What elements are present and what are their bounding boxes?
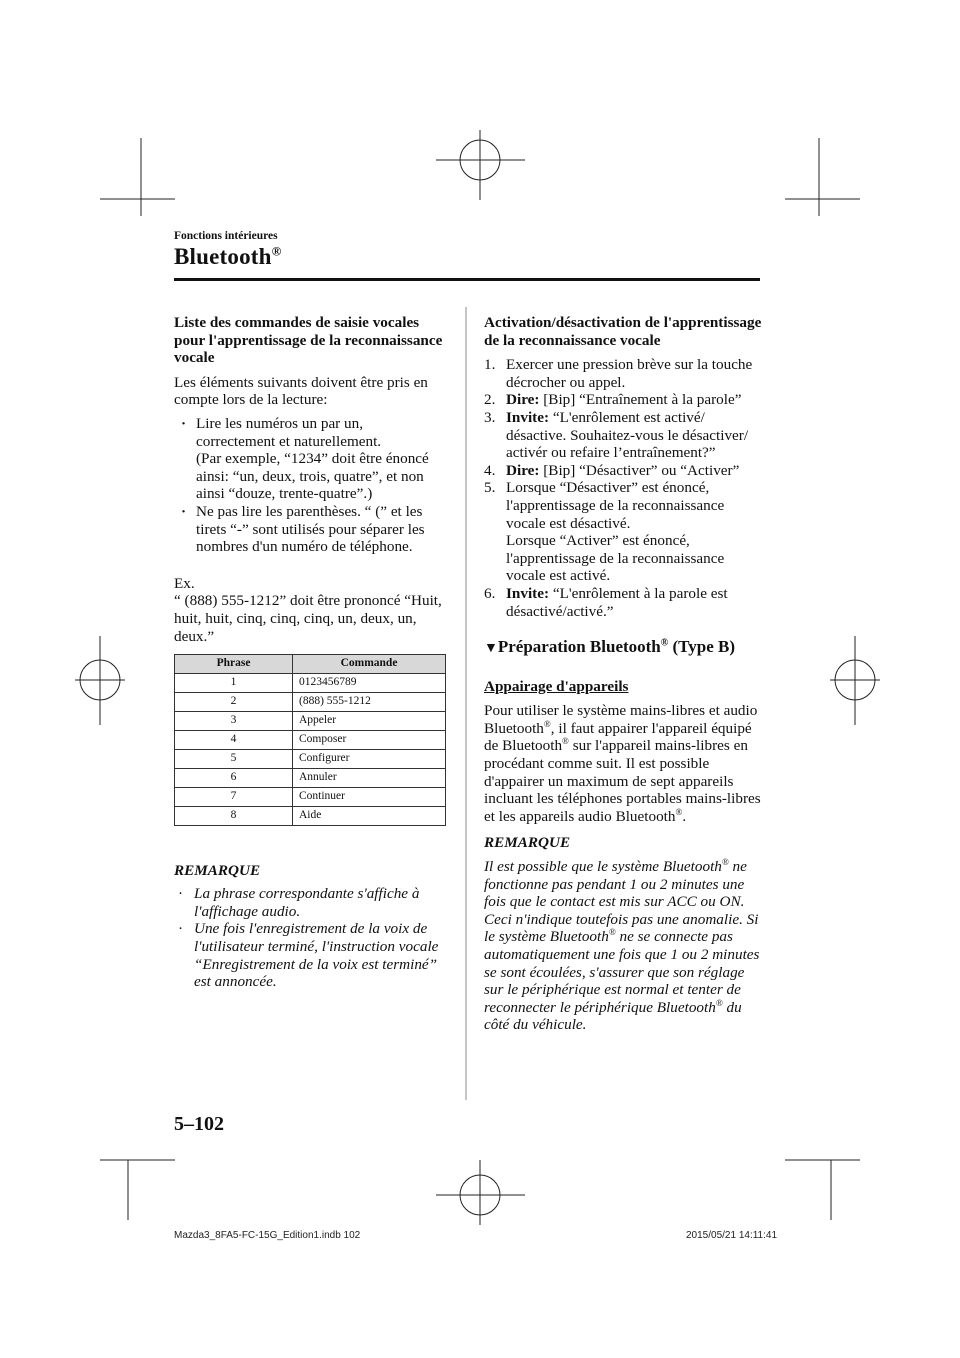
table-row [175, 692, 446, 711]
left-note-title: REMARQUE [174, 861, 261, 879]
step-text: [Bip] “Désactiver” ou “Activer” [543, 461, 740, 479]
table-cell-command: Annuler [293, 768, 446, 787]
commands-heading: Liste des commandes de saisie vocales pour l'apprentissage de la reconnaissance vocale [174, 314, 443, 367]
table-cell-phrase: 5 [175, 749, 293, 768]
right-note-title: REMARQUE [484, 834, 571, 852]
chapter-title-text: Bluetooth [174, 244, 272, 269]
left-column [174, 314, 446, 991]
table-cell-phrase: 2 [175, 692, 293, 711]
step-text: “L'enrôlement à la parole est désactivé/activé.” [506, 584, 728, 620]
step-text: [Bip] “Entraînement à la parole” [543, 391, 742, 409]
step-6 [484, 585, 762, 620]
step-5 [484, 479, 762, 585]
table-cell-command: Appeler [293, 711, 446, 730]
step-text: Lorsque “Désactiver” est énoncé, l'apprentissage de la reconnaissance vocale est désactivé. [506, 479, 725, 532]
commands-intro: Les éléments suivants doivent être pris en compte lors de la lecture: [174, 373, 428, 409]
table-cell-command: Composer [293, 730, 446, 749]
preparation-heading-type: (Type B) [668, 637, 735, 657]
step-text: “L'enrôlement est activé/ désactive. Souhaitez-vous le désactiver/ activér ou refaire l’entraînement?” [506, 408, 749, 462]
step-label: Invite: [506, 408, 550, 426]
table-cell-phrase: 3 [175, 711, 293, 730]
page-number: 5–102 [174, 1113, 224, 1135]
step-number: 5. [484, 479, 496, 497]
table-header-phrase: Phrase [175, 655, 293, 674]
table-row [175, 730, 446, 749]
bullet-1-example: (Par exemple, “1234” doit être énoncé ainsi: “un, deux, trois, quatre”, et non ainsi “douze, trente-quatre”.) [196, 450, 429, 503]
table-row [175, 673, 446, 692]
table-cell-command: (888) 555-1212 [293, 692, 446, 711]
step-label: Invite: [506, 584, 550, 602]
chapter-title [174, 244, 282, 270]
table-cell-command: Aide [293, 806, 446, 825]
bullet-item-1 [180, 415, 446, 503]
left-note-item-2: · Une fois l'enregistrement de la voix de l'utilisateur terminé, l'instruction vocale “Enregistrement de la voix est terminé” est annoncée. [178, 920, 446, 990]
pairing-subheading: Appairage d'appareils [484, 677, 629, 695]
left-note-item-1: · La phrase correspondante s'affiche à l'affichage audio. [178, 885, 446, 920]
activation-heading: Activation/désactivation de l'apprentissage de la reconnaissance vocale [484, 314, 762, 349]
step-number: 1. [484, 356, 496, 374]
step-1 [484, 356, 762, 391]
preparation-heading [484, 638, 762, 658]
table-cell-phrase: 8 [175, 806, 293, 825]
step-number: 4. [484, 461, 496, 479]
right-column [484, 314, 762, 1034]
triangle-down-icon: ▼ [484, 641, 498, 657]
table-row [175, 768, 446, 787]
footer-filename: Mazda3_8FA5-FC-15G_Edition1.indb 102 [174, 1230, 361, 1241]
example-text: “ (888) 555-1212” doit être prononcé “Huit, huit, huit, cinq, cinq, cinq, un, deux, un, deux.” [174, 592, 442, 645]
step-number: 6. [484, 584, 496, 602]
header-rule [174, 278, 760, 281]
table-cell-command: Continuer [293, 787, 446, 806]
footer-datetime: 2015/05/21 14:11:41 [686, 1230, 778, 1241]
preparation-heading-reg: ® [660, 637, 669, 649]
voice-commands-table [174, 654, 446, 826]
table-cell-command: 0123456789 [293, 673, 446, 692]
table-cell-phrase: 7 [175, 787, 293, 806]
table-cell-phrase: 1 [175, 673, 293, 692]
bullet-item-2: · Ne pas lire les parenthèses. “ (” et les tirets “-” sont utilisés pour séparer les nombres d'un numéro de téléphone. [180, 503, 446, 556]
example-label: Ex. [174, 574, 195, 592]
step-5-continuation: Lorsque “Activer” est énoncé, l'apprentissage de la reconnaissance vocale est activé. [506, 532, 725, 585]
table-row [175, 749, 446, 768]
step-label: Dire: [506, 461, 540, 479]
step-label: Dire: [506, 391, 540, 409]
table-row [175, 787, 446, 806]
table-row [175, 711, 446, 730]
chapter-title-reg: ® [271, 243, 282, 259]
step-2 [484, 391, 762, 409]
bullet-1-text: · Lire les numéros un par un, correctement et naturellement. [196, 414, 382, 450]
table-cell-phrase: 6 [175, 768, 293, 787]
step-text: Exercer une pression brève sur la touche décrocher ou appel. [506, 356, 753, 391]
pairing-paragraph: Pour utiliser le système mains-libres et audio Bluetooth®, il faut appairer l'appareil équipé de Bluetooth® sur l'appareil mains-libres en procédant comme suit. Il est possible d'appairer un maximum de sept appareils incluant les téléphones portables mains-libres et les appareils audio Bluetooth®. [484, 702, 761, 825]
step-number: 3. [484, 408, 496, 426]
table-row [175, 806, 446, 825]
right-note-text: Il est possible que le système Bluetooth® ne fonctionne pas pendant 1 ou 2 minutes une fois que le contact est mis sur ACC ou ON. Ceci n'indique toutefois pas une anomalie. Si le système Bluetooth® ne se connecte pas automatiquement une fois que 1 ou 2 minutes se sont écoulées, s'assurer que son réglage sur le périphérique est normal et tenter de reconnecter le périphérique Bluetooth® du côté du véhicule. [484, 856, 760, 1034]
table-header-command: Commande [293, 655, 446, 674]
step-3 [484, 409, 762, 462]
section-title: Fonctions intérieures [174, 230, 278, 242]
step-4 [484, 462, 762, 480]
preparation-heading-text: Préparation Bluetooth [497, 637, 661, 657]
table-cell-command: Configurer [293, 749, 446, 768]
table-cell-phrase: 4 [175, 730, 293, 749]
step-number: 2. [484, 391, 496, 409]
